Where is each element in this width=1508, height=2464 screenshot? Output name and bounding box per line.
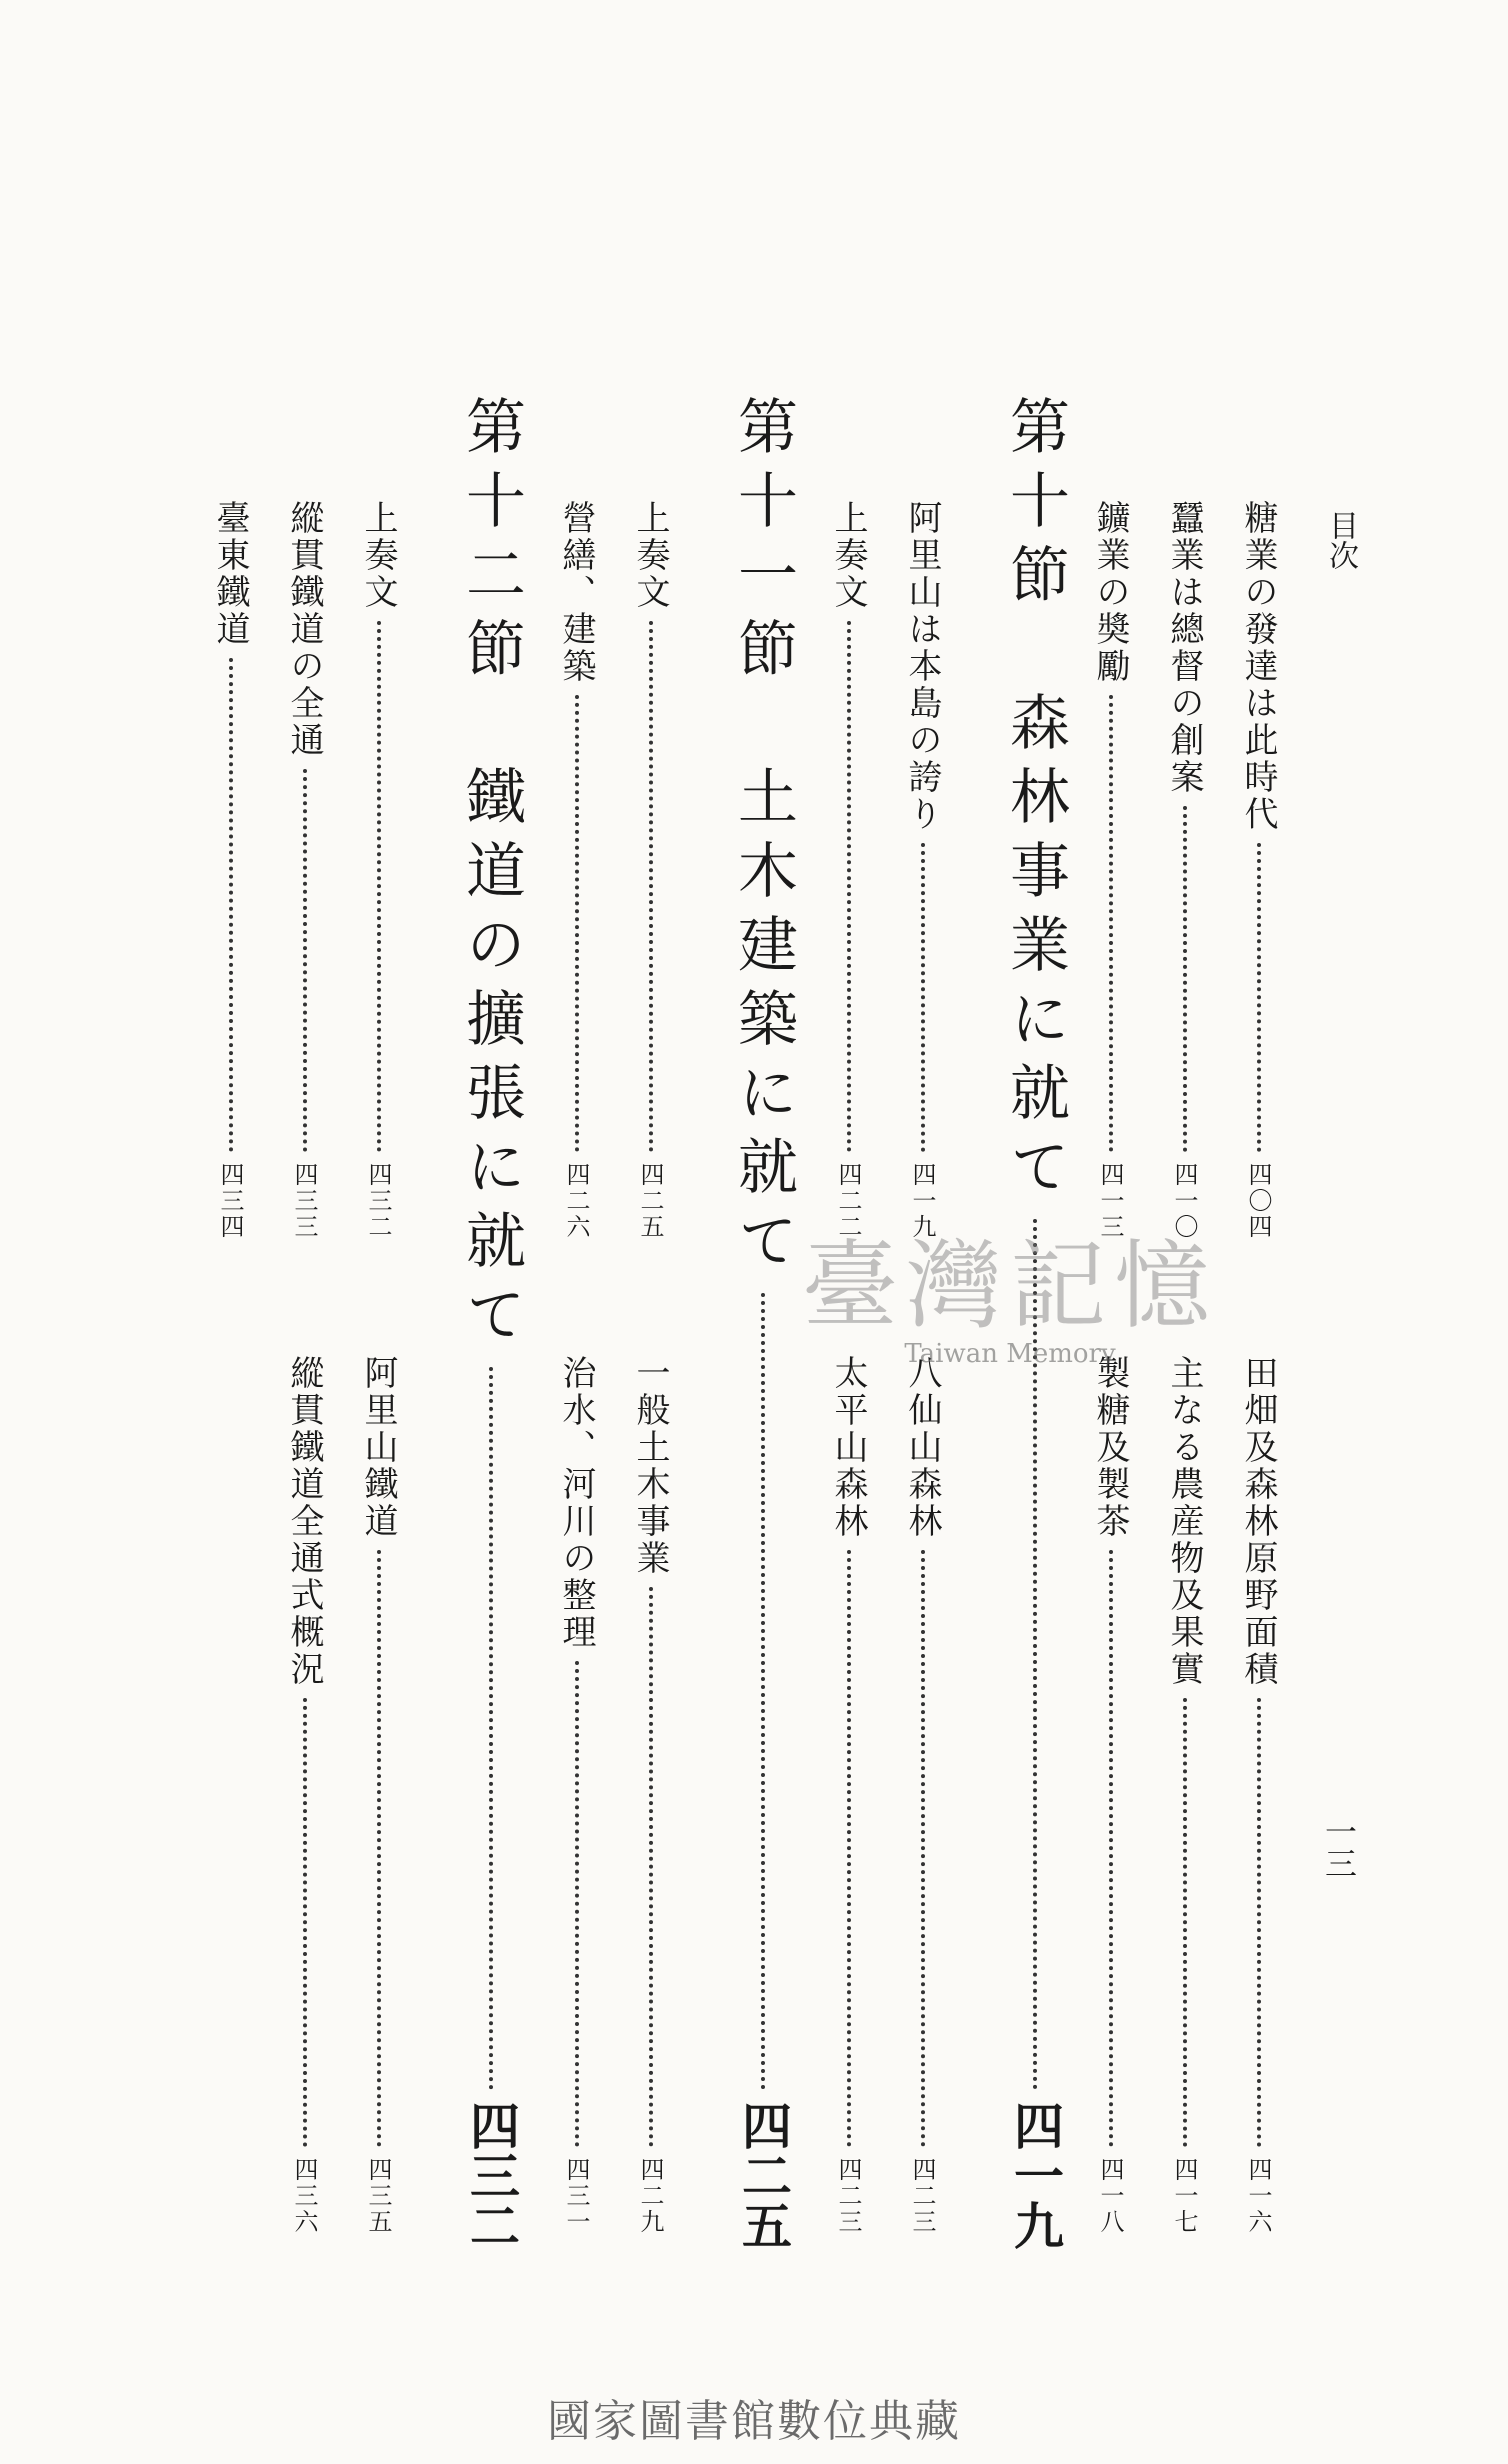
watermark-subtext: Taiwan Memory xyxy=(904,1339,1116,1369)
toc-entry[interactable] xyxy=(626,1355,675,2235)
toc-entry[interactable] xyxy=(824,1355,873,2235)
entry-title: 製糖及製茶 xyxy=(1090,1355,1130,1540)
entry-title: 治水、河川の整理 xyxy=(556,1355,596,1651)
entry-page: 四二三 xyxy=(908,2157,936,2235)
entry-title: 縱貫鐵道の全通 xyxy=(284,500,324,759)
toc-entry[interactable] xyxy=(354,500,403,1240)
dot-leader xyxy=(303,769,307,1152)
toc-entry[interactable] xyxy=(206,500,255,1240)
dot-leader xyxy=(921,1550,925,2147)
section-page: 四二五 xyxy=(734,2100,793,2250)
entry-page: 四一七 xyxy=(1170,2157,1198,2235)
entry-title: 臺東鐵道 xyxy=(210,500,250,648)
section-title: 第十二節 鐵道の擴張に就て xyxy=(456,395,526,1357)
dot-leader xyxy=(1109,695,1113,1152)
entry-page: 四〇四 xyxy=(1244,1162,1272,1240)
section-title: 第十節 森林事業に就て xyxy=(1000,395,1070,1209)
toc-entry[interactable] xyxy=(626,500,675,1240)
dot-leader xyxy=(649,621,653,1152)
entry-page: 四三一 xyxy=(562,2157,590,2235)
entry-title: 田畑及森林原野面積 xyxy=(1238,1355,1278,1688)
running-title: 目次 xyxy=(1323,510,1358,570)
dot-leader xyxy=(1183,1698,1187,2147)
dot-leader xyxy=(1257,843,1261,1152)
toc-entry[interactable] xyxy=(1086,1355,1135,2235)
entry-title: 阿里山は本島の誇り xyxy=(902,500,942,833)
entry-page: 四二六 xyxy=(562,1162,590,1240)
section-page: 四一九 xyxy=(1006,2100,1065,2250)
entry-page: 四一三 xyxy=(1096,1162,1124,1240)
dot-leader xyxy=(847,1550,851,2147)
entry-page: 四三五 xyxy=(364,2157,392,2235)
toc-entry[interactable] xyxy=(1234,500,1283,1240)
entry-page: 四一〇 xyxy=(1170,1162,1198,1240)
toc-entry[interactable] xyxy=(354,1355,403,2235)
entry-title: 上奏文 xyxy=(630,500,670,611)
entry-page: 四二九 xyxy=(636,2157,664,2235)
section-title: 第十一節 土木建築に就て xyxy=(728,395,798,1283)
toc-entry[interactable] xyxy=(280,500,329,1240)
entry-page: 四二五 xyxy=(636,1162,664,1240)
entry-page: 四二二 xyxy=(834,1162,862,1240)
entry-title: 太平山森林 xyxy=(828,1355,868,1540)
toc-entry[interactable] xyxy=(1086,500,1135,1240)
toc-entry[interactable] xyxy=(898,500,947,1240)
entry-title: 鑛業の奬勵 xyxy=(1090,500,1130,685)
watermark-logo-text: 臺灣記憶 xyxy=(802,1230,1218,1342)
toc-entry[interactable] xyxy=(1160,500,1209,1240)
footer-credit: 國家圖書館數位典藏 xyxy=(547,2396,961,2447)
library-watermark xyxy=(745,1210,1275,1369)
dot-leader xyxy=(1257,1698,1261,2147)
dot-leader xyxy=(377,621,381,1152)
dot-leader xyxy=(1183,806,1187,1152)
entry-page: 四一八 xyxy=(1096,2157,1124,2235)
toc-entry[interactable] xyxy=(898,1355,947,2235)
dot-leader xyxy=(1109,1550,1113,2147)
toc-entry[interactable] xyxy=(824,500,873,1240)
entry-title: 蠶業は總督の創案 xyxy=(1164,500,1204,796)
section-heading[interactable] xyxy=(448,395,534,2250)
entry-page: 四三六 xyxy=(290,2157,318,2235)
entry-title: 一般土木事業 xyxy=(630,1355,670,1577)
dot-leader xyxy=(229,658,233,1152)
entry-title: 縱貫鐵道全通式概況 xyxy=(284,1355,324,1688)
entry-page: 四三二 xyxy=(364,1162,392,1240)
dot-leader xyxy=(377,1550,381,2147)
entry-page: 四一六 xyxy=(1244,2157,1272,2235)
entry-title: 營繕、建築 xyxy=(556,500,596,685)
entry-page: 四三三 xyxy=(290,1162,318,1240)
page-folio: 一三 xyxy=(1320,1815,1358,1879)
entry-page: 四二三 xyxy=(834,2157,862,2235)
toc-entry[interactable] xyxy=(552,500,601,1240)
dot-leader xyxy=(575,1661,579,2147)
entry-title: 糖業の發達は此時代 xyxy=(1238,500,1278,833)
dot-leader xyxy=(489,1367,493,2090)
dot-leader xyxy=(761,1293,765,2090)
entry-title: 八仙山森林 xyxy=(902,1355,942,1540)
dot-leader xyxy=(303,1698,307,2147)
dot-leader xyxy=(847,621,851,1152)
entry-page: 四三四 xyxy=(216,1162,244,1240)
toc-entry[interactable] xyxy=(1160,1355,1209,2235)
dot-leader xyxy=(921,843,925,1152)
toc-entry[interactable] xyxy=(552,1355,601,2235)
section-page: 四三二 xyxy=(462,2100,521,2250)
entry-title: 上奏文 xyxy=(828,500,868,611)
entry-title: 阿里山鐵道 xyxy=(358,1355,398,1540)
dot-leader xyxy=(575,695,579,1152)
dot-leader xyxy=(649,1587,653,2147)
entry-title: 主なる農産物及果實 xyxy=(1164,1355,1204,1688)
entry-page: 四一九 xyxy=(908,1162,936,1240)
toc-entry[interactable] xyxy=(1234,1355,1283,2235)
toc-entry[interactable] xyxy=(280,1355,329,2235)
entry-title: 上奏文 xyxy=(358,500,398,611)
